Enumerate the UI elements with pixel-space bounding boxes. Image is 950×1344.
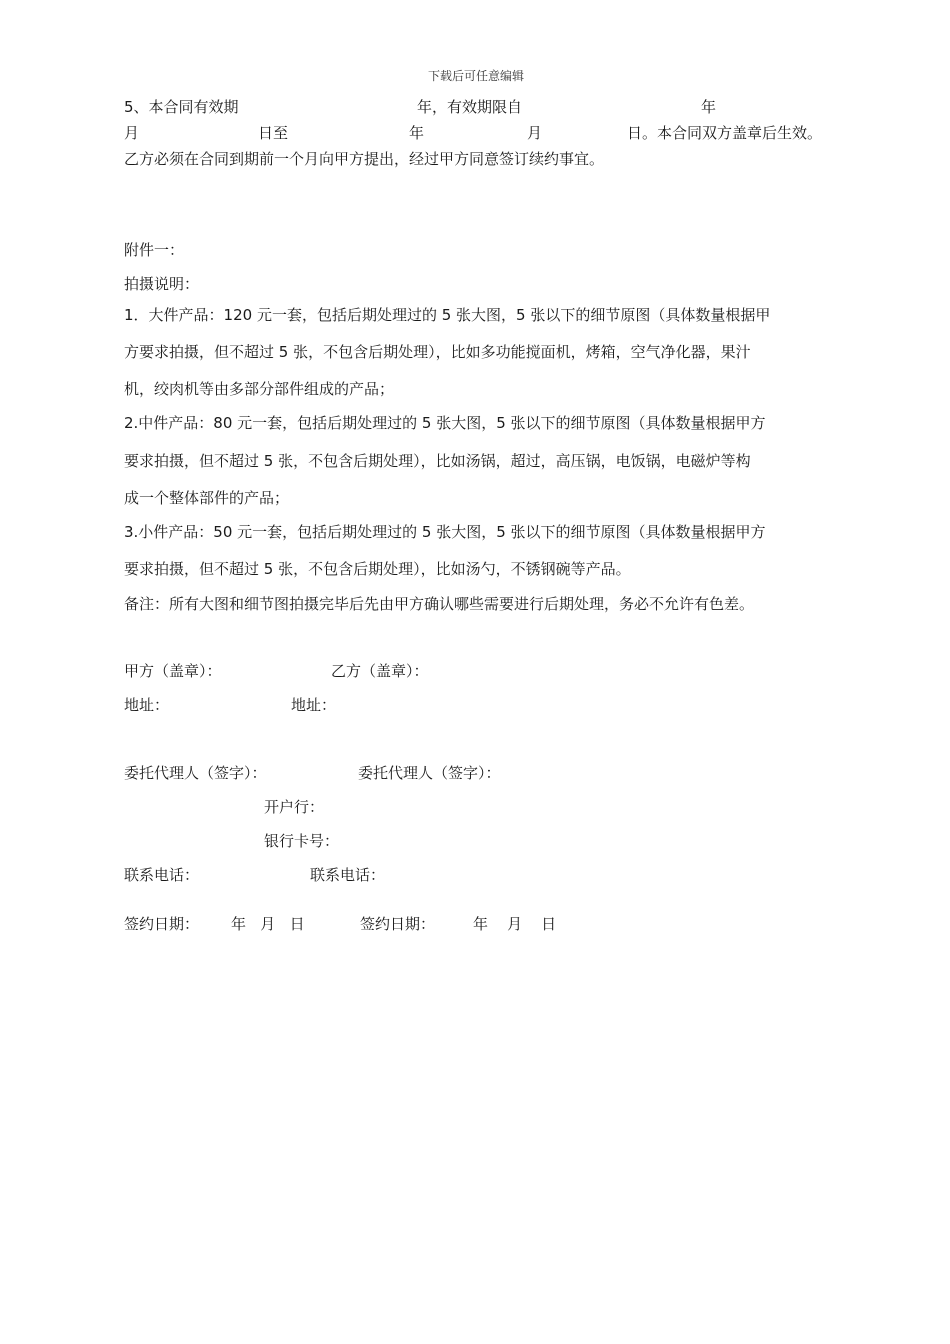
clause5-line1-a: 5、本合同有效期 xyxy=(124,98,239,116)
page-header: 下载后可任意编辑 xyxy=(428,69,525,83)
phone-a: 联系电话： xyxy=(124,866,200,884)
date-b-fields: 年 月 日 xyxy=(473,915,557,933)
address-b: 地址： xyxy=(291,696,337,714)
clause5-line2-month: 月 xyxy=(124,124,140,142)
agent-b: 委托代理人（签字）： xyxy=(358,764,501,782)
clause5-line3: 乙方必须在合同到期前一个月向甲方提出，经过甲方同意签订续约事宜。 xyxy=(124,150,605,168)
appendix-item2-line2: 要求拍摄，但不超过 5 张，不包含后期处理），比如汤锅，超过，高压锅，电饭锅，电磁炉等构 xyxy=(124,452,751,470)
appendix-item1-line1: 1．大件产品：120 元一套，包括后期处理过的 5 张大图，5 张以下的细节原图（具体数量根据甲 xyxy=(124,306,771,324)
clause5-line2-year: 年 xyxy=(409,124,425,142)
party-b-seal: 乙方（盖章）： xyxy=(331,662,429,680)
card-label: 银行卡号： xyxy=(264,832,340,850)
appendix-subtitle: 拍摄说明： xyxy=(124,275,200,293)
appendix-item2-line3: 成一个整体部件的产品； xyxy=(124,489,290,507)
date-b-label: 签约日期： xyxy=(360,915,436,933)
clause5-line2-day-to: 日至 xyxy=(258,124,289,142)
phone-b: 联系电话： xyxy=(310,866,386,884)
clause5-line1-c: 年 xyxy=(701,98,717,116)
clause5-line2-end: 日。本合同双方盖章后生效。 xyxy=(627,124,823,142)
appendix-item2-line1: 2.中件产品：80 元一套，包括后期处理过的 5 张大图，5 张以下的细节原图（具体数量根据甲方 xyxy=(124,414,766,432)
appendix-item1-line3: 机，绞肉机等由多部分部件组成的产品； xyxy=(124,380,395,398)
appendix-note: 备注：所有大图和细节图拍摄完毕后先由甲方确认哪些需要进行后期处理，务必不允许有色差。 xyxy=(124,595,755,613)
agent-a: 委托代理人（签字）： xyxy=(124,764,267,782)
clause5-line1-b: 年，有效期限自 xyxy=(417,98,523,116)
date-a-fields: 年 月 日 xyxy=(231,915,305,933)
appendix-item3-line1: 3.小件产品：50 元一套，包括后期处理过的 5 张大图，5 张以下的细节原图（具体数量根据甲方 xyxy=(124,523,766,541)
address-a: 地址： xyxy=(124,696,170,714)
appendix-item3-line2: 要求拍摄，但不超过 5 张，不包含后期处理），比如汤勺，不锈钢碗等产品。 xyxy=(124,560,631,578)
bank-label: 开户行： xyxy=(264,798,325,816)
date-a-label: 签约日期： xyxy=(124,915,200,933)
appendix-title: 附件一： xyxy=(124,241,185,259)
clause5-line2-month2: 月 xyxy=(527,124,543,142)
appendix-item1-line2: 方要求拍摄，但不超过 5 张，不包含后期处理），比如多功能搅面机，烤箱，空气净化器，果汁 xyxy=(124,343,751,361)
party-a-seal: 甲方（盖章）： xyxy=(124,662,222,680)
